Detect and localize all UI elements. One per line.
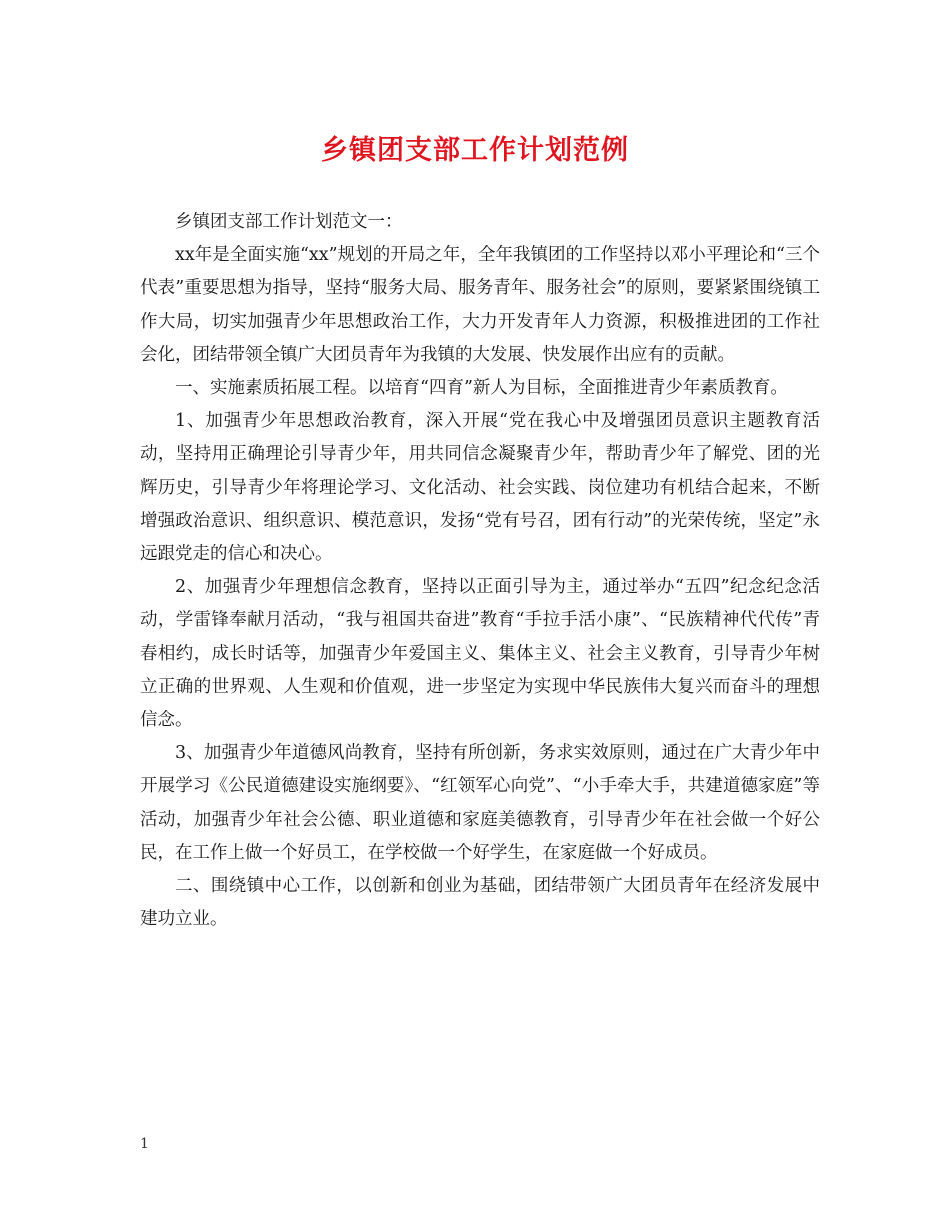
paragraph-overview: xx年是全面实施“xx”规划的开局之年，全年我镇团的工作坚持以邓小平理论和“三个代表”重要思想为指导，坚持“服务大局、服务青年、服务社会”的原则，要紧紧围绕镇工作大局，切实加强青少年思想政治工作，大力开发青年人力资源，积极推进团的工作社会化，团结带领全镇广大团员青年为我镇的大发展、快发展作出应有的贡献。 — [140, 245, 820, 365]
page-number: 1 — [140, 1136, 149, 1152]
paragraph-item-two: 2、加强青少年理想信念教育，坚持以正面引导为主，通过举办“五四”纪念纪念活动，学雷锋奉献月活动，“我与祖国共奋进”教育“手拉手活小康”、“民族精神代代传”青春相约，成长时话等，加强青少年爱国主义、集体主义、社会主义教育，引导青少年树立正确的世界观、人生观和价值观，进一步坚定为实现中华民族伟大复兴而奋斗的理想信念。 — [140, 577, 820, 731]
paragraph-intro-heading: 乡镇团支部工作计划范文一： — [175, 212, 403, 232]
paragraph-item-three: 3、加强青少年道德风尚教育，坚持有所创新，务求实效原则，通过在广大青少年中开展学习《公民道德建设实施纲要》、“红领军心向党”、“小手牵大手，共建道德家庭”等活动，加强青少年社会公德、职业道德和家庭美德教育，引导青少年在社会做一个好公民，在工作上做一个好员工，在学校做一个好学生，在家庭做一个好成员。 — [140, 743, 820, 863]
document-body — [140, 206, 820, 936]
paragraph-section-two: 二、围绕镇中心工作，以创新和创业为基础，团结带领广大团员青年在经济发展中建功立业。 — [140, 876, 820, 930]
paragraph-section-one: 一、实施素质拓展工程。以培育“四育”新人为目标，全面推进青少年素质教育。 — [175, 378, 788, 399]
document-title: 乡镇团支部工作计划范例 — [321, 135, 629, 166]
paragraph-item-one: 1、加强青少年思想政治教育，深入开展“党在我心中及增强团员意识主题教育活动，坚持用正确理论引导青少年，用共同信念凝聚青少年，帮助青少年了解党、团的光辉历史，引导青少年将理论学习、文化活动、社会实践、岗位建功有机结合起来，不断增强政治意识、组织意识、模范意识，发扬“党有号召，团有行动”的光荣传统，坚定”永远跟党走的信心和决心。 — [140, 411, 820, 565]
